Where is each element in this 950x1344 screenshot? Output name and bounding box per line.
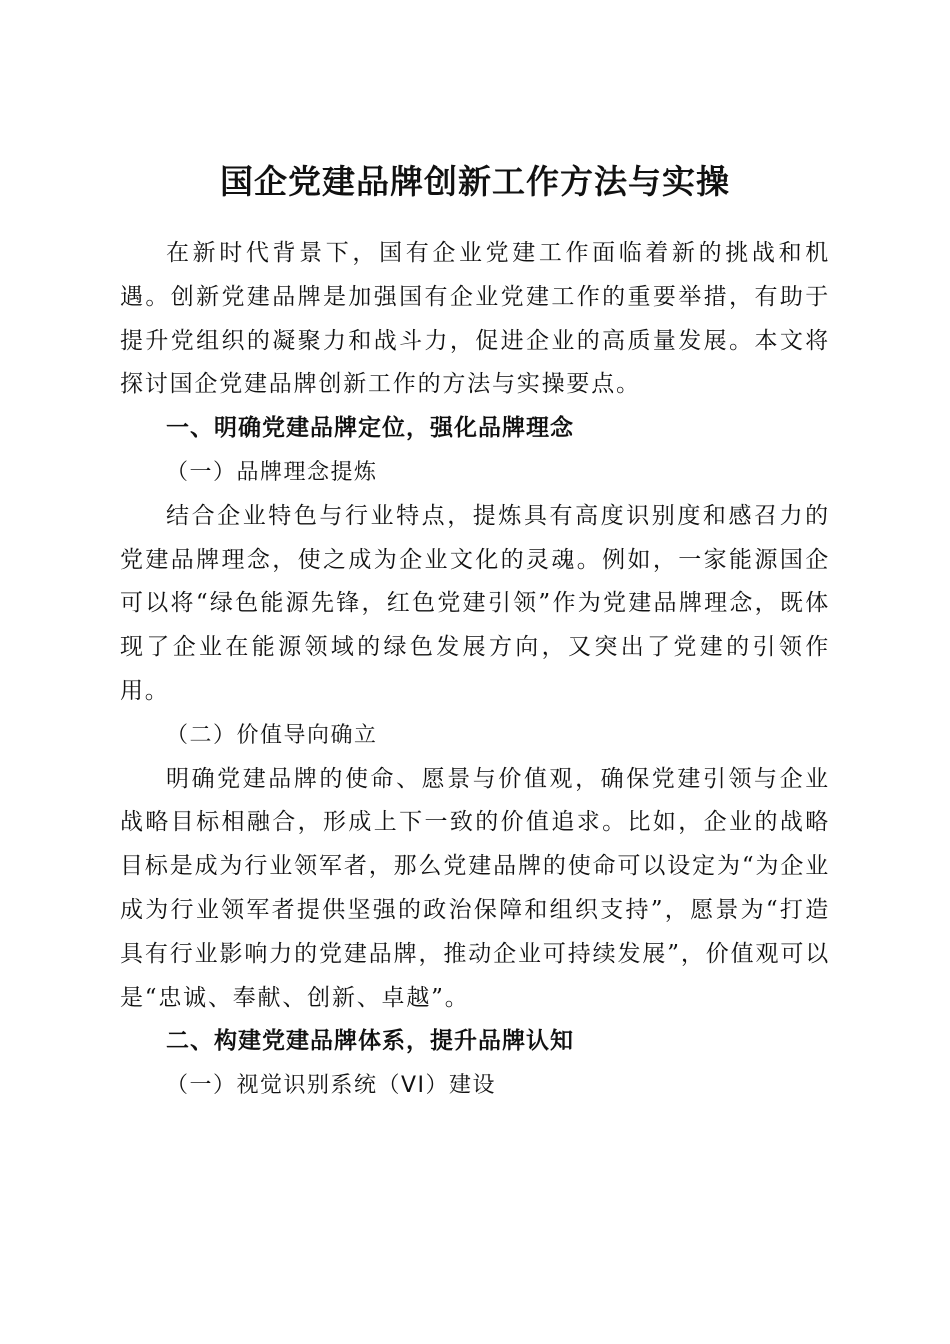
section-1-sub-1-paragraph: 结合企业特色与行业特点，提炼具有高度识别度和感召力的党建品牌理念，使之成为企业文化的灵魂。例如，一家能源国企可以将“绿色能源先锋，红色党建引领”作为党建品牌理念，既体现了企业在能源领域的绿色发展方向，又突出了党建的引领作用。 (120, 502, 830, 704)
section-1-heading: 一、明确党建品牌定位，强化品牌理念 (166, 415, 574, 442)
document-title: 国企党建品牌创新工作方法与实操 (220, 162, 730, 202)
section-1-sub-1-heading: （一）品牌理念提炼 (166, 459, 378, 485)
section-1-sub-2-heading: （二）价值导向确立 (166, 722, 378, 748)
document-body (120, 232, 830, 1108)
section-2-heading: 二、构建党建品牌体系，提升品牌认知 (166, 1028, 574, 1055)
section-1-sub-2-paragraph: 明确党建品牌的使命、愿景与价值观，确保党建引领与企业战略目标相融合，形成上下一致的价值追求。比如，企业的战略目标是成为行业领军者，那么党建品牌的使命可以设定为“为企业成为行业领军者提供坚强的政治保障和组织支持”，愿景为“打造具有行业影响力的党建品牌，推动企业可持续发展”，价值观可以是“忠诚、奉献、创新、卓越”。 (120, 765, 830, 1011)
intro-paragraph: 在新时代背景下，国有企业党建工作面临着新的挑战和机遇。创新党建品牌是加强国有企业党建工作的重要举措，有助于提升党组织的凝聚力和战斗力，促进企业的高质量发展。本文将探讨国企党建品牌创新工作的方法与实操要点。 (120, 240, 830, 398)
section-2-sub-1-heading: （一）视觉识别系统（VI）建设 (166, 1073, 497, 1099)
